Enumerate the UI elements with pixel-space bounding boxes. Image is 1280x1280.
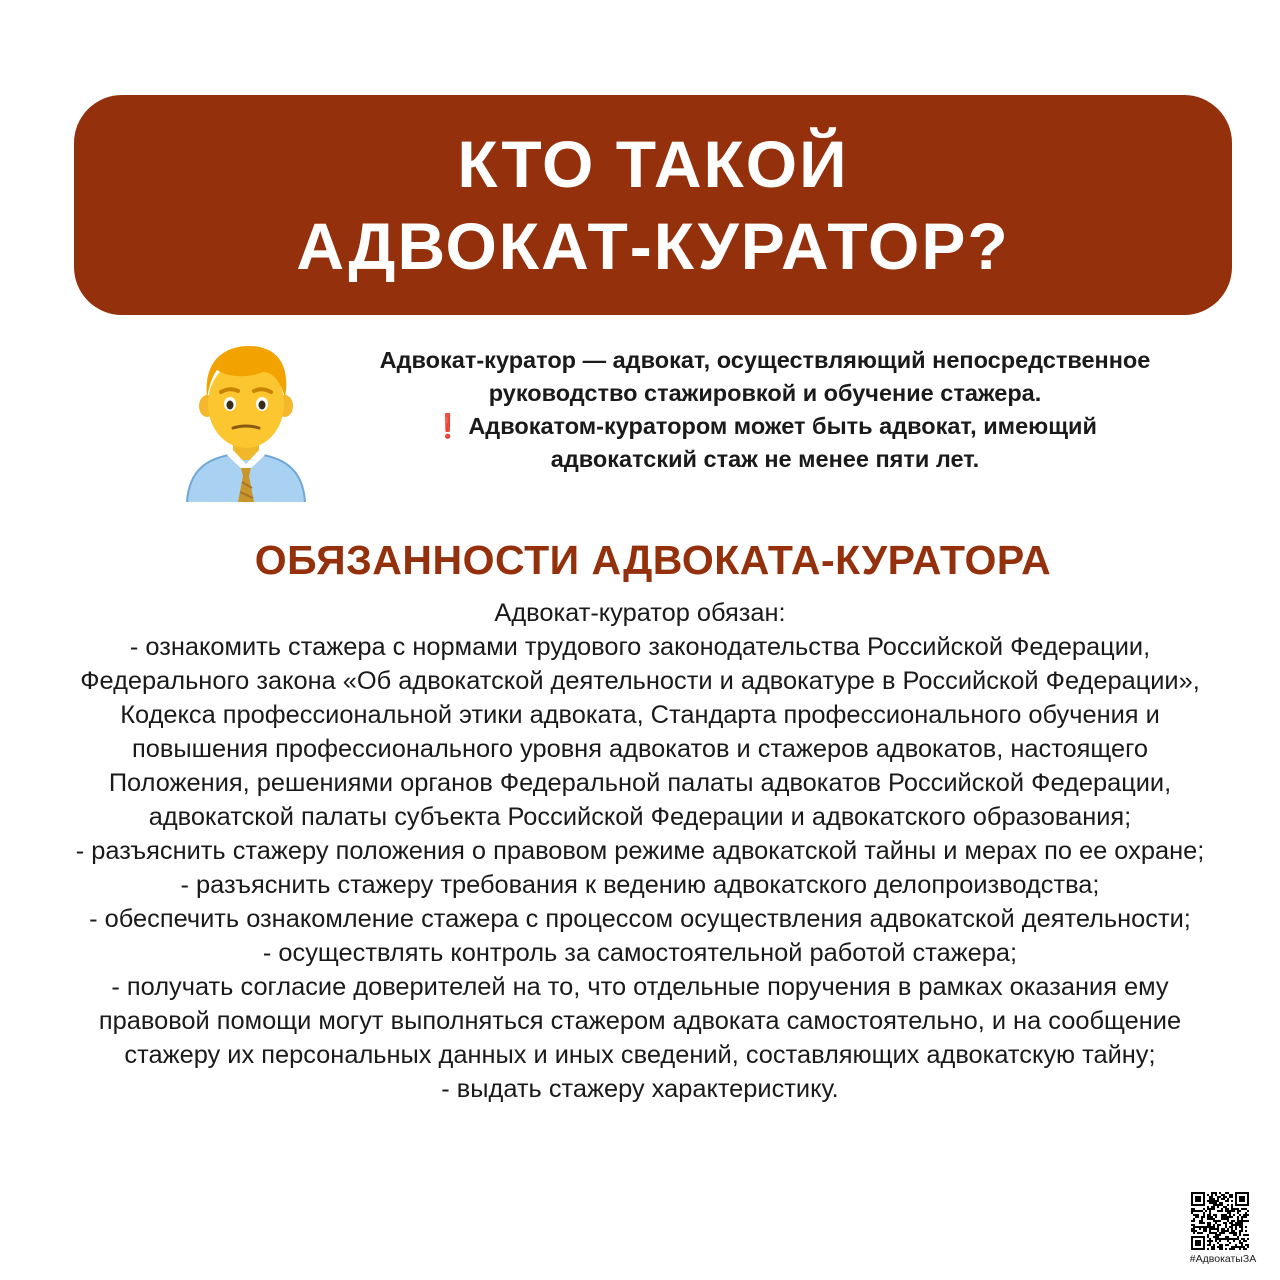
curator-requirement-line [360,410,1170,476]
curator-definition: Адвокат-куратор — адвокат, осуществляющий непосредственное руководство стажировкой и обучение стажера. [379,347,1151,406]
duty-item: - обеспечить ознакомление стажера с процессом осуществления адвокатской деятельности; [89,905,1191,933]
duty-item: - разъяснить стажеру положения о правовом режиме адвокатской тайны и мерах по ее охране; [75,837,1205,865]
curator-definition-block [360,344,1170,476]
duties-lead: Адвокат-куратор обязан: [494,599,786,627]
curator-requirement: Адвокатом-куратором может быть адвокат, имеющий адвокатский стаж не менее пяти лет. [468,413,1097,472]
page-title-line-2: АДВОКАТ-КУРАТОР? [296,209,1010,283]
man-office-worker-icon [183,342,309,502]
exclamation-icon: ❗ [433,413,463,439]
page-title-line-1: КТО ТАКОЙ [457,127,849,201]
hashtag-label: #АдвокатыЗА [1189,1253,1257,1265]
title-banner [74,95,1232,315]
qr-code-icon [1191,1192,1249,1250]
duties-list [60,596,1220,1106]
duty-item: - получать согласие доверителей на то, что отдельные поручения в рамках оказания ему правовой помощи могут выполняться стажером адвоката самостоятельно, и на сообщение стажеру их персональных данных и иных сведений, составляющих адвокатскую тайну; [98,973,1182,1069]
duty-item: - осуществлять контроль за самостоятельной работой стажера; [262,939,1018,967]
duty-item: - разъяснить стажеру требования к ведению адвокатского делопроизводства; [180,871,1100,899]
duty-item: - выдать стажеру характеристику. [441,1075,839,1103]
duty-item: - ознакомить стажера с нормами трудового законодательства Российской Федерации, Федерального закона «Об адвокатской деятельности и адвокатуре в Российской Федерации», Кодекса профессиональной этики адвоката, Стандарта профессионального обучения и повышения профессионального уровня адвокатов и стажеров адвокатов, настоящего Положения, решениями органов Федеральной палаты адвокатов Российской Федерации, адвокатской палаты субъекта Российской Федерации и адвокатского образования; [80,633,1200,831]
duties-heading: ОБЯЗАННОСТИ АДВОКАТА-КУРАТОРА [254,537,1052,583]
